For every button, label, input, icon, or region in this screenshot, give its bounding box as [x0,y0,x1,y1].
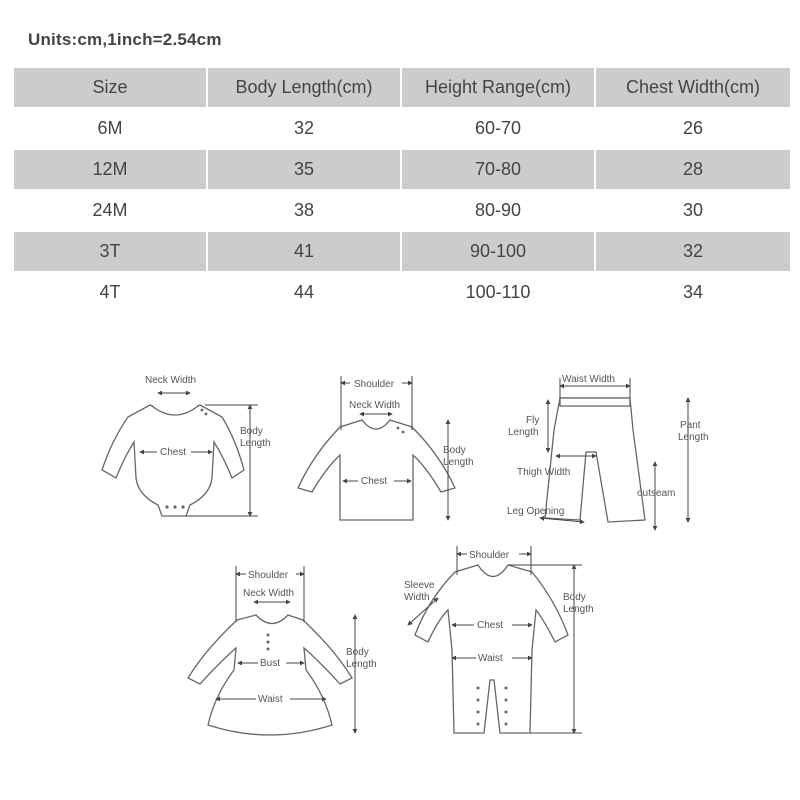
dress-body-length-label-1: Body [346,647,369,658]
dress-neck-width-label: Neck Width [243,588,295,599]
table-header-row [14,68,790,109]
table-row [14,273,790,314]
pants-leg-opening-label: Leg Opening [507,506,565,517]
bodysuit-body-length-label-1: Body [240,426,263,437]
header-chest-width: Chest Width(cm) [596,68,790,109]
header-body-length: Body Length(cm) [208,68,402,109]
cell-height-range: 100-110 [402,273,596,314]
bodysuit-diagram [102,375,271,516]
romper-outline [415,565,568,733]
cell-body-length: 38 [208,191,402,232]
romper-body-length-label-2: Length [563,604,594,615]
cell-chest-width: 34 [596,273,790,314]
pants-pant-length-label-2: Length [678,432,709,443]
dress-shoulder-label: Shoulder [248,570,289,581]
header-size: Size [14,68,208,109]
cell-height-range: 60-70 [402,109,596,150]
romper-body-length-label-1: Body [563,592,586,603]
dress-diagram [188,566,377,735]
cell-chest-width: 28 [596,150,790,191]
romper-sleeve-width-label-2: Width [404,592,430,603]
pants-waistband [560,398,630,406]
dress-outline [188,615,352,735]
header-height-range: Height Range(cm) [402,68,596,109]
cell-height-range: 90-100 [402,232,596,273]
pants-waist-width-label: Waist Width [562,374,615,385]
cell-size: 12M [14,150,208,191]
pants-pant-length-label-1: Pant [680,420,701,431]
dress-body-length-label-2: Length [346,659,377,670]
shirt-outline [298,420,455,520]
romper-shoulder-label: Shoulder [469,550,510,561]
cell-body-length: 41 [208,232,402,273]
pants-thigh-width-label: Thigh Width [517,467,571,478]
bodysuit-chest-label: Chest [160,447,187,458]
shirt-body-length-label-1: Body [443,445,466,456]
romper-sleeve-width-label-1: Sleeve [404,580,435,591]
bodysuit-neck-width-label: Neck Width [145,375,197,386]
cell-size: 4T [14,273,208,314]
units-note: Units:cm,1inch=2.54cm [28,30,222,49]
size-chart-table [14,68,790,314]
pants-outseam-label: outseam [637,488,676,499]
cell-height-range: 70-80 [402,150,596,191]
shirt-shoulder-label: Shoulder [354,379,395,390]
cell-size: 6M [14,109,208,150]
table-row [14,109,790,150]
table-row [14,232,790,273]
pants-outline [545,398,645,522]
cell-body-length: 44 [208,273,402,314]
cell-chest-width: 32 [596,232,790,273]
dress-buttons [267,634,270,651]
cell-size: 24M [14,191,208,232]
romper-waist-label: Waist [478,653,503,664]
shirt-neck-width-label: Neck Width [349,400,401,411]
cell-chest-width: 26 [596,109,790,150]
pants-fly-length-label-1: Fly [526,415,540,426]
shirt-chest-label: Chest [361,476,388,487]
table-row [14,150,790,191]
cell-height-range: 80-90 [402,191,596,232]
romper-chest-label: Chest [477,620,504,631]
pants-diagram [507,374,709,530]
shirt-body-length-label-2: Length [443,457,474,468]
bodysuit-body-length-label-2: Length [240,438,271,449]
measurement-diagrams [0,340,800,760]
romper-diagram [404,546,594,733]
cell-size: 3T [14,232,208,273]
table-row [14,191,790,232]
cell-body-length: 35 [208,150,402,191]
bodysuit-outline [102,405,244,516]
dress-waist-label: Waist [258,694,283,705]
pants-fly-length-label-2: Length [508,427,539,438]
dress-bust-label: Bust [260,658,281,669]
cell-chest-width: 30 [596,191,790,232]
shirt-diagram [298,376,474,520]
cell-body-length: 32 [208,109,402,150]
